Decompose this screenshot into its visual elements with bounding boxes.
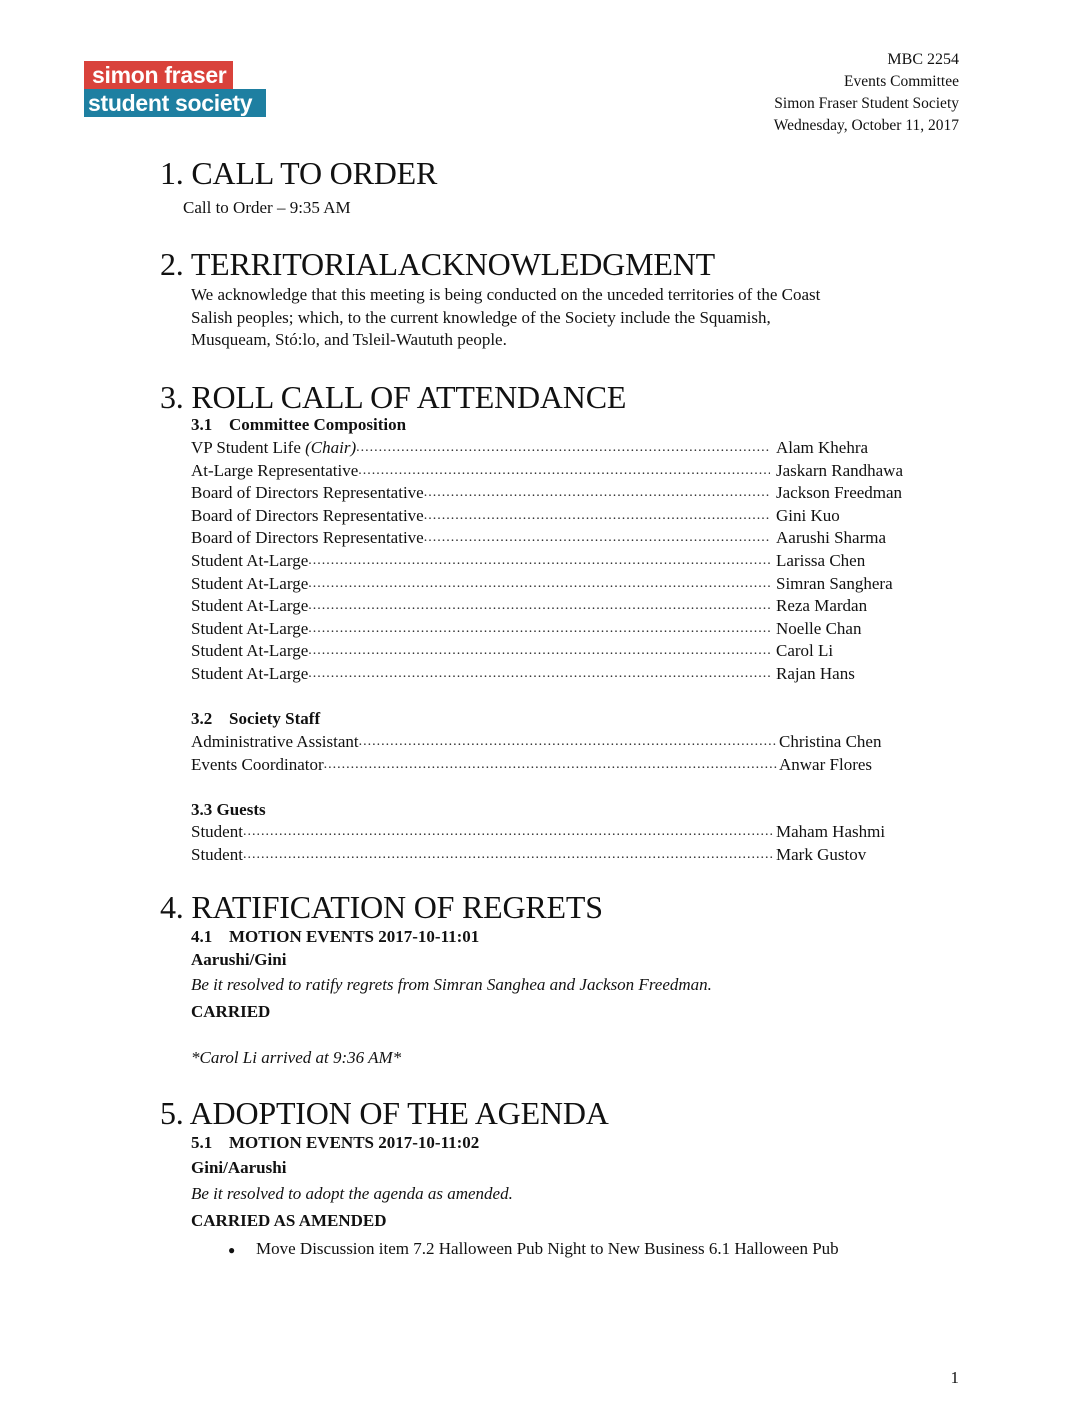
roster-role: VP Student Life (Chair) <box>191 438 357 457</box>
leader-dots <box>324 754 777 777</box>
call-to-order-text: Call to Order – 9:35 AM <box>183 198 351 217</box>
motion-result: CARRIED AS AMENDED <box>191 1211 387 1230</box>
roster-name: Jaskarn Randhawa <box>776 460 903 480</box>
roster-name: Maham Hashmi <box>776 822 886 841</box>
acknowledgment-line: We acknowledge that this meeting is being conducted on the unceded territories of the Coast <box>191 285 821 304</box>
roster-name: Larissa Chen <box>776 550 866 570</box>
motion-resolution: Be it resolved to adopt the agenda as amended. <box>191 1184 513 1203</box>
motion-5-1-title <box>191 1133 479 1153</box>
motion-number: 5.1 <box>191 1133 213 1152</box>
roster-row <box>191 618 931 641</box>
roster-row <box>191 550 931 573</box>
roster-row <box>191 505 931 528</box>
amendment-text: Move Discussion item 7.2 Halloween Pub Night to New Business 6.1 Halloween Pub <box>256 1239 839 1258</box>
roster-role: Student <box>191 822 243 841</box>
roster-role: Board of Directors Representative <box>191 505 424 525</box>
roster-role: Student At-Large <box>191 618 309 638</box>
leader-dots <box>308 640 770 663</box>
roster-name: Alam Khehra <box>776 438 869 457</box>
roster-role: Events Coordinator <box>191 754 324 774</box>
roster-name: Reza Mardan <box>776 596 868 616</box>
society-logo <box>84 61 266 117</box>
section-2-heading: 2. TERRITORIALACKNOWLEDGMENT <box>160 246 715 282</box>
acknowledgment-line: Musqueam, Stó:lo, and Tsleil-Waututh people. <box>191 330 507 349</box>
subsection-label: Society Staff <box>229 709 321 728</box>
roster-row <box>191 460 931 483</box>
leader-dots <box>359 731 777 754</box>
roster-name: Mark Gustov <box>776 844 867 864</box>
roster-name: Christina Chen <box>779 732 882 751</box>
acknowledgment-text <box>191 284 961 352</box>
roster-role: Administrative Assistant <box>191 732 359 751</box>
motion-number: 4.1 <box>191 927 213 946</box>
roster-role: At-Large Representative <box>191 460 359 480</box>
roster-row <box>191 527 931 550</box>
roster-name: Carol Li <box>776 641 834 661</box>
roster-name: Aarushi Sharma <box>776 528 887 548</box>
bullet-icon: ● <box>228 1242 236 1257</box>
roster-role: Board of Directors Representative <box>191 528 424 548</box>
subsection-number: 3.2 <box>191 709 213 728</box>
roster-row <box>191 731 931 754</box>
motion-label: MOTION EVENTS 2017-10-11:01 <box>229 927 480 946</box>
guests-roster <box>191 821 931 866</box>
roster-row <box>191 482 931 505</box>
roster-role: Student At-Large <box>191 641 309 661</box>
leader-dots <box>308 595 770 618</box>
roster-row <box>191 595 931 618</box>
page-number: 1 <box>950 1368 959 1387</box>
section-3-heading: 3. ROLL CALL OF ATTENDANCE <box>160 379 627 415</box>
roster-role: Student At-Large <box>191 663 309 683</box>
logo-line-2: student society <box>84 89 266 117</box>
logo-line-1: simon fraser <box>84 61 233 89</box>
motion-movers: Aarushi/Gini <box>191 950 287 969</box>
roster-role: Student At-Large <box>191 596 309 616</box>
leader-dots <box>243 844 774 867</box>
meeting-date: Wednesday, October 11, 2017 <box>773 117 959 134</box>
motion-resolution: Be it resolved to ratify regrets from Simran Sanghea and Jackson Freedman. <box>191 975 712 994</box>
roster-row <box>191 437 931 460</box>
amendment-bullet <box>228 1239 839 1259</box>
society-name: Simon Fraser Student Society <box>774 95 959 112</box>
leader-dots <box>424 505 770 528</box>
meeting-code: MBC 2254 <box>887 51 959 68</box>
leader-dots <box>308 573 770 596</box>
roster-row <box>191 754 931 777</box>
leader-dots <box>424 482 770 505</box>
roster-role: Student At-Large <box>191 573 309 593</box>
acknowledgment-line: Salish peoples; which, to the current knowledge of the Society include the Squamish, <box>191 307 771 327</box>
roster-role: Board of Directors Representative <box>191 483 424 503</box>
roster-name: Anwar Flores <box>779 754 873 774</box>
document-header <box>774 49 959 137</box>
section-5-heading: 5. ADOPTION OF THE AGENDA <box>160 1095 609 1131</box>
arrival-note: *Carol Li arrived at 9:36 AM* <box>191 1048 402 1067</box>
roster-role: Student <box>191 844 243 864</box>
staff-roster <box>191 731 931 776</box>
section-1-heading: 1. CALL TO ORDER <box>160 155 438 191</box>
leader-dots <box>356 437 770 460</box>
leader-dots <box>308 663 770 686</box>
subsection-label: Committee Composition <box>229 415 407 434</box>
roster-row <box>191 663 931 686</box>
leader-dots <box>424 527 770 550</box>
subsection-guests: 3.3 Guests <box>191 800 266 819</box>
leader-dots <box>308 618 770 641</box>
leader-dots <box>358 460 770 483</box>
roster-name: Noelle Chan <box>776 618 862 638</box>
roster-name: Rajan Hans <box>776 663 855 683</box>
section-4-heading: 4. RATIFICATION OF REGRETS <box>160 889 603 925</box>
leader-dots <box>308 550 770 573</box>
committee-roster <box>191 437 931 686</box>
roster-name: Simran Sanghera <box>776 573 893 593</box>
motion-movers: Gini/Aarushi <box>191 1158 287 1177</box>
subsection-committee-composition <box>191 414 406 437</box>
roster-name: Jackson Freedman <box>776 483 903 503</box>
committee-name: Events Committee <box>844 73 959 90</box>
roster-row <box>191 573 931 596</box>
motion-label: MOTION EVENTS 2017-10-11:02 <box>229 1133 480 1152</box>
motion-4-1-title <box>191 927 479 947</box>
leader-dots <box>243 821 774 844</box>
roster-row <box>191 821 931 844</box>
roster-row <box>191 640 931 663</box>
roster-row <box>191 844 931 867</box>
roster-role: Student At-Large <box>191 550 309 570</box>
subsection-society-staff <box>191 708 320 731</box>
subsection-number: 3.1 <box>191 415 213 434</box>
motion-result: CARRIED <box>191 1002 271 1021</box>
roster-name: Gini Kuo <box>776 505 840 525</box>
